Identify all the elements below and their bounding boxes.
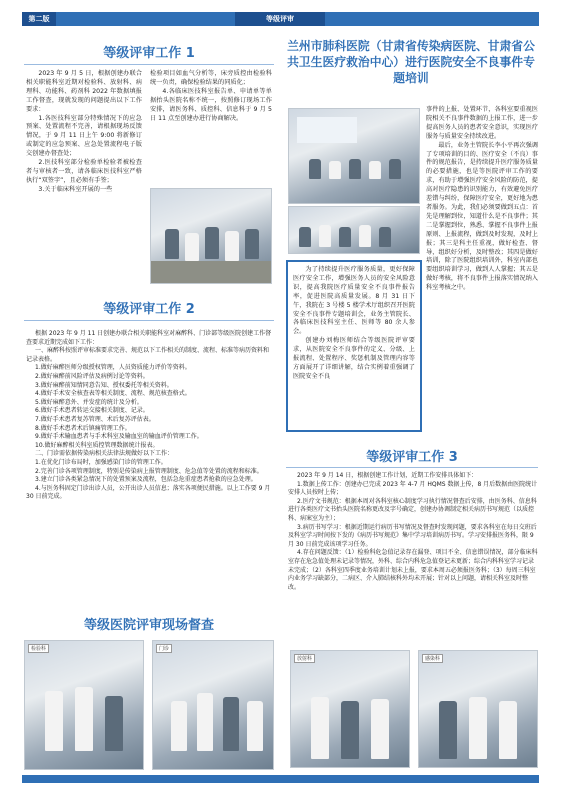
list-item: 3.建立门诊各类紧急情况下的处置预案及流程，包括急危重症患者抢救的应急处理。	[35, 476, 257, 484]
list-item: 9.做好手术输血患者与手术科室及输血室的输血评价管理工作。	[35, 433, 203, 441]
masthead: 等级评审	[235, 12, 325, 26]
paragraph: 检验项目如血气分析等，床旁质控由检验科统一负责，确保检验结果的同质化；	[150, 70, 272, 86]
list-item: 2.医疗文书规范：根据本周对各科室核心制度学习执行情况督查后安排，由医务科、信息科进行各类医疗文书抬头医院名称更改及字号确定，创建办协调制定相关病历书写规范（以质控科、病案室为主）；	[288, 497, 537, 522]
paragraph: 2023 年 9 月 14 日，根据创建工作计划，近期工作安排具体如下：	[297, 472, 478, 479]
article-title: 兰州市肺科医院（甘肃省传染病医院、甘肃省公共卫生医疗救治中心）进行医院安全不良事件专题培训	[287, 39, 535, 85]
paragraph: 4.各临床医技科室报告单、申请单等单据抬头医院名称不统一，按照修订现场工作安排，请医务科、质控科、信息科于 9 月 5 日 11 点至创建办进行协商解决。	[150, 87, 272, 122]
list-item: 1.做好麻醉医师分级授权管理，人员资质能力评价等资料。	[35, 364, 191, 372]
list-item: 10.做好麻醉相关科室质控管理数据统计报表。	[35, 441, 159, 449]
section4-title: 等级评审工作 3	[366, 450, 458, 465]
paragraph: 为了持续提升医疗服务质量，更好保障医疗安全工作，增强医务人员的安全风险意识，提高我院医疗质量安全不良事件报告率，促进医院高质量发展。8 月 31 日下午，我院在 3 号楼 5 楼学术厅组织召开医院安全不良事件专题培训会，业务主管院长、各临床医技科室主任、医师等 80 余人参会。	[293, 266, 415, 336]
list-item: 8.做好手术患者术后镇痛管理工作。	[35, 424, 131, 432]
section3-photo-lab	[24, 640, 144, 770]
article-photo-audience	[288, 206, 420, 254]
list-item: 1.在优化门诊布局时，加强感染门诊的管理工作。	[35, 458, 167, 466]
paragraph: 3.关于临床科室开展的一些	[38, 185, 113, 193]
list-item: 4.与医务科固定门诊出诊人员，公开出诊人员信息；落实各项便民措施。以上工作要 9 月 30 日前完成。	[26, 484, 271, 501]
section4-body	[288, 472, 538, 592]
section2-title: 等级评审工作 2	[103, 302, 195, 317]
list-item: 1.数据上传工作：创建办已完成 2023 年 4-7 月 HQMS 数据上传，8 月后数据由医院统计安排人员按时上传；	[288, 480, 538, 497]
page-label: 第二版	[22, 12, 56, 26]
list-item: 4.做好手术安全核查表等相关制度、流程、规范核查格式。	[35, 390, 191, 398]
list-item: 4.存在问题反馈：（1）检验科危急值记录存在漏登、项目不全、信息错误情况，部分临床科室存在危急值处理未记录等情况，外科、综合内科危急值登记未更新；综合内科科室学习记录未完成；（2）各科室四季度业务培训计划未上报，要求本周五必须报医务科；（3）每周三科室内业务学习缺部分，二病区、介入肺结核科外均未开展；针对以上问题，请相关科室及时整改。	[288, 549, 538, 591]
list-item: 2.做好麻醉前风险评估及病例讨论等资料。	[35, 372, 149, 380]
photo-label: 门诊	[156, 644, 172, 653]
paragraph: 二、门诊需依据传染病相关法律法规做好以下工作：	[35, 450, 174, 458]
paragraph: 1.各医技科室部分特殊情况下的应急预案、处置流程不完善，请根据现场反馈情况，于 9 月 11 日上午 9:00 将新修订或制定的应急预案、应急处置流程电子版交创建办督查处；	[26, 114, 142, 158]
paragraph: 最后，业务主管院长李小平再次强调了专项培训的目的、医疗安全（不良）事件的规范报告，是持续提升医疗服务质量的必要措施，也是等医院评审工作的要求，有助于增强医疗安全风险的防范，提高对医疗隐患的识别能力，有效避免医疗差错与纠纷，保障医疗安全，更好地为患者服务。为此，我们必须要做到五点：首先是理解到位，知道什么是不良事件；其二是掌握到位，熟悉、掌握不良事件上报原则、上报流程，做到及时发现，及时上报；其三是科主任重视，做好检查、督导，组织好分析，及时整改；其四是做好培训，除了医院组织培训外，科室内部也要组织培训学习，做到人人掌握；其五是做好考核，将不良事件上报落实情况纳入科室考核之中。	[426, 141, 538, 292]
photo-label: 感染科	[422, 654, 443, 663]
paragraph: 事件的上报、处置环节，各科室要重视医院相关不良事件数据的上报工作，进一步提高医务人员的患者安全意识，实现医疗服务与质量安全持续改进。	[426, 106, 538, 140]
section3-photo-outpatient	[152, 640, 274, 770]
photo-label: 放射科	[294, 654, 315, 663]
section1-photo	[150, 188, 272, 284]
paragraph: 2023 年 9 月 5 日，根据创建办联合相关职能科室近期对检验科、放射科、病理科、功能科、药剂科 2022 年数据填报工作督查，现就发现的问题提出以下工作要求：	[26, 70, 142, 113]
section4-photo-infection	[418, 650, 538, 768]
section2-body	[26, 330, 274, 502]
section1-title: 等级评审工作 1	[103, 46, 195, 61]
section2-rule	[24, 320, 274, 321]
paragraph: 根据 2023 年 9 月 11 日创建办联合相关职能科室对麻醉科、门诊部等级医院创建工作督查要求近期完成如下工作：	[26, 330, 272, 346]
list-item: 6.做好手术患者转运交接相关制度、记录。	[35, 407, 149, 415]
paragraph: 创建办刘梅医师结合等级医院评审要求，从医院安全不良事件的定义、分级、上报流程、处置程序、奖惩机制及管理内容等方面展开了详细讲解，结合实例着重强调了医院安全不良	[293, 337, 415, 380]
paragraph: 2.医技科室部分检验单检验者被检查者与审核者一致，请各临床医技科室严格执行“双签字”，且必须有手签；	[26, 159, 142, 184]
article-highlight-box	[286, 260, 422, 432]
list-item: 7.做好手术患者复苏管理、术后复苏评估表。	[35, 415, 155, 423]
photo-label: 检验科	[28, 644, 49, 653]
bottom-bar	[22, 775, 539, 783]
list-item: 5.做好麻醉意外、并发症的统计及分析。	[35, 398, 143, 406]
section1-rule	[24, 64, 274, 65]
article-right-column	[426, 106, 538, 293]
section3-title: 等级医院评审现场督查	[83, 618, 214, 633]
article-photo-meeting	[288, 108, 420, 204]
list-item: 2.完善门诊各项管理制度，特别是传染病上报管理制度、危急值等处置的流程和标准。	[35, 467, 263, 475]
section1-right-column	[150, 70, 272, 123]
section1-left-column	[26, 70, 142, 195]
section4-photo-radiology	[290, 650, 410, 768]
paragraph: 一、麻醉科按照评审标准要求完善、规范以下工作相关的制度、流程、标准等病历资料和记录表格。	[26, 347, 270, 363]
list-item: 3.做好麻醉前知情同意告知、授权委托等相关资料。	[35, 381, 173, 389]
list-item: 3.病历书写学习：根据近期运行病历书写情况及督查时发现问题，要求各科室在每日交班后及科室学习时间按下发的《病历书写规范》集中学习培训病历书写。学习安排报医务科，限 9 月 30 日前完成该项学习任务。	[288, 523, 537, 548]
section4-rule	[286, 467, 538, 468]
